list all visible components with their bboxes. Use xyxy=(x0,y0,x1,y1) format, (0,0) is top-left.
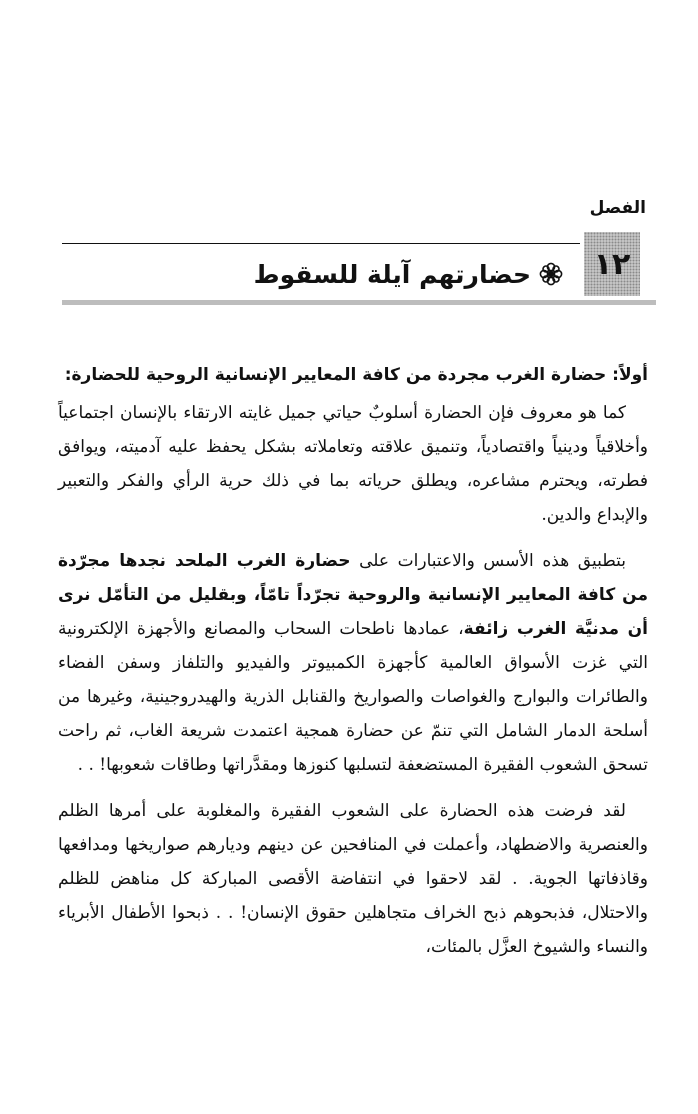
flower-ornament-icon xyxy=(539,262,563,286)
paragraph-2-text-a: بتطبيق هذه الأسس والاعتبارات على xyxy=(350,551,627,571)
header-top-rule xyxy=(62,243,580,244)
chapter-title-row xyxy=(103,252,563,296)
chapter-number: ١٢ xyxy=(593,246,631,282)
paragraph-2 xyxy=(58,544,648,782)
paragraph-2-bold-text: حضارة الغرب الملحد نجدها مجرّدة من كافة المعايير الإنسانية والروحية تجرّداً تامّاً، وبقليل من التأمّل نرى أن مدنيَّة الغرب زائفة xyxy=(58,551,648,639)
paragraph-3-text: لقد فرضت هذه الحضارة على الشعوب الفقيرة والمغلوبة على أمرها الظلم والعنصرية والاضطهاد، وأعملت في المنافحين عن دينهم وديارهم صواريخها ومدافعها وقاذفاتها الجوية. . لقد لاحقوا في انتفاضة الأقصى المباركة كل مناهض للظلم والاحتلال، فذبحوهم ذبح الخراف متجاهلين حقوق الإنسان! . . ذبحوا الأطفال الأبرياء والنساء والشيوخ العزَّل بالمئات، xyxy=(58,801,648,957)
chapter-label: الفصل xyxy=(589,198,646,218)
page-content xyxy=(58,362,648,976)
section-heading: أولاً: حضارة الغرب مجردة من كافة المعايير الإنسانية الروحية للحضارة: xyxy=(64,365,648,385)
paragraph-2-text-b: ، عمادها ناطحات السحاب والمصانع والأجهزة الإلكترونية التي غزت الأسواق العالمية كأجهزة الكمبيوتر والفيديو والتلفاز وسفن الفضاء والطائرات والبوارج والغواصات والصواريخ والقنابل الذرية والهيدروجينية، وغيرها من أسلحة الدمار الشامل التي تنمّ عن حضارة همجية اعتمدت شريعة الغاب، ثم راحت تسحق الشعوب الفقيرة المستضعفة لتسلبها كنوزها ومقدَّراتها وطاقات شعوبها! . . xyxy=(58,619,648,775)
paragraph-3 xyxy=(58,794,648,964)
chapter-number-box xyxy=(584,232,640,296)
paragraph-1 xyxy=(58,396,648,532)
paragraph-1-text: كما هو معروف فإن الحضارة أسلوبٌ حياتي جميل غايته الارتقاء بالإنسان اجتماعياً وأخلاقياً ودينياً واقتصادياً، وتنميق علاقته وتعاملاته بشكل يحفظ عليه آدميته، ويوافق فطرته، ويحترم مشاعره، ويطلق حرياته بما في ذلك حرية الرأي والفكر والتعبير والإبداع والدين. xyxy=(58,403,648,525)
header-bottom-rule xyxy=(62,300,656,305)
chapter-title: حضارتهم آيلة للسقوط xyxy=(253,259,531,289)
